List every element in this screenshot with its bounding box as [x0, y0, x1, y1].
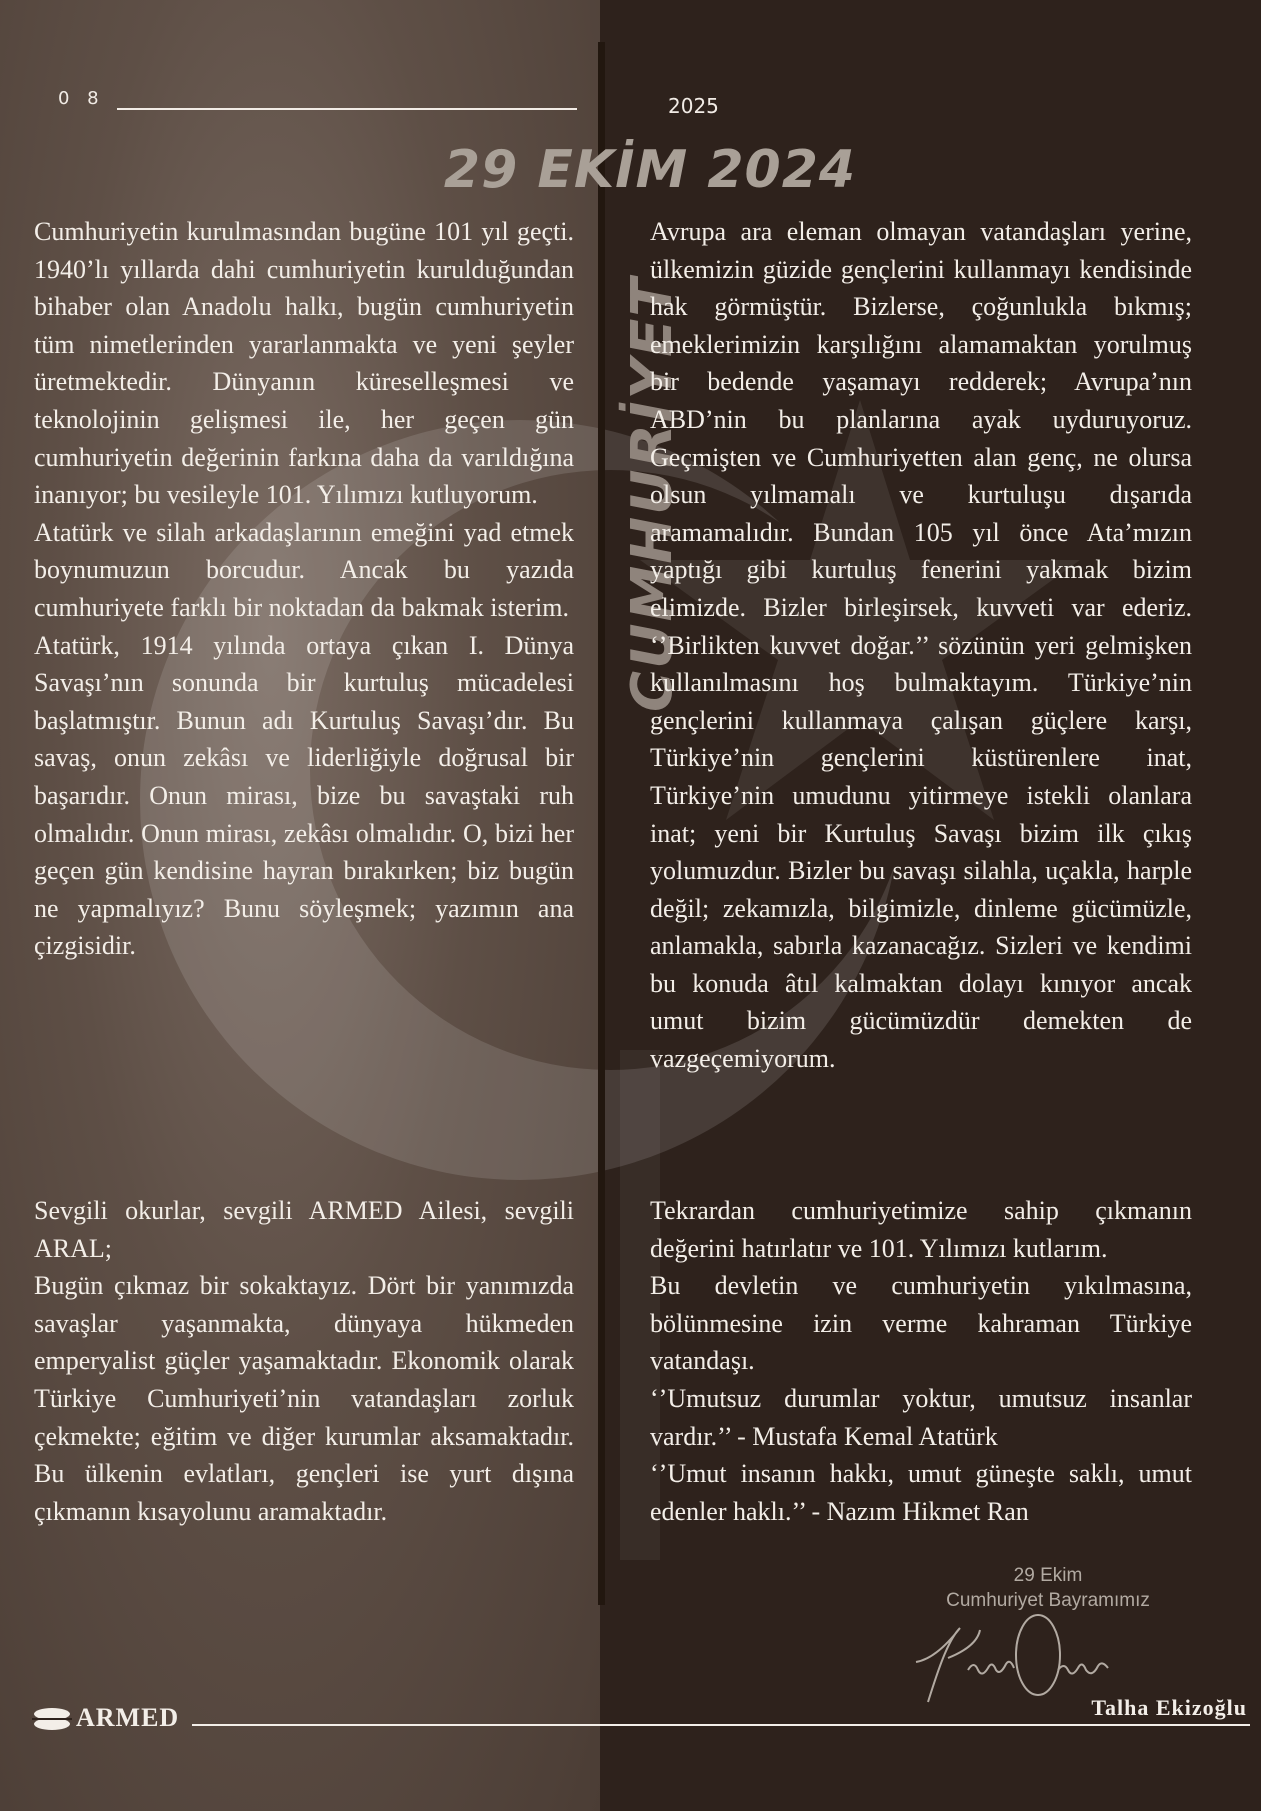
paragraph: Bugün çıkmaz bir sokaktayız. Dört bir yanımızda savaşlar yaşanmakta, dünyaya hükmeden emperyalist güçler yaşamaktadır. Ekonomik olarak Türkiye Cumhuriyeti’nin vatandaşları zorluk çekmekte; eğitim ve diğer kurumlar aksamaktadır. Bu ülkenin evlatları, gençleri ise yurt dışına çıkmanın kısayolunu aramaktadır. [34, 1271, 574, 1526]
greeting-line: 29 Ekim [1013, 1565, 1083, 1586]
greeting-block [908, 1563, 1188, 1613]
paragraph: Atatürk ve silah arkadaşlarının emeğini yad etmek boynumuzun borcudur. Ancak bu yazıda cumhuriyete farklı bir noktadan da bakmak isterim. [34, 517, 574, 622]
header-rule [117, 108, 577, 110]
armed-logo-icon [32, 1706, 72, 1734]
center-divider [598, 42, 605, 1605]
paragraph: ‘’Umut insanın hakkı, umut güneşte saklı, umut edenler haklı.’’ - Nazım Hikmet Ran [650, 1459, 1192, 1526]
paragraph: Sevgili okurlar, sevgili ARMED Ailesi, sevgili ARAL; [34, 1196, 574, 1263]
footer-rule [192, 1724, 1250, 1726]
paragraph: Avrupa ara eleman olmayan vatandaşları yerine, ülkemizin güzide gençlerini kullanmayı kendisinde hak görmüştür. Bizlerse, çoğunlukla bıkmış; emeklerimizin karşılığını alamamaktan yorulmuş bir bedende yaşamayı redderek; Avrupa’nın ABD’nin bu planlarına ayak uyduruyoruz. Geçmişten ve Cumhuriyetten alan genç, ne olursa olsun yılmamalı ve kurtuluşu dışarıda aramamalıdır. Bundan 105 yıl önce Ata’mızın yaptığı gibi kurtuluş fenerini yakmak bizim elimizde. Bizler birleşirsek, kuvveti var ederiz. ‘’Birlikten kuvvet doğar.’’ sözünün yeri gelmişken kullanılmasını hoş bulmaktayım. Türkiye’nin gençlerini kullanmaya çalışan güçlere karşı, Türkiye’nin gençlerini küstürenlere inat, Türkiye’nin umudunu yitirmeye istekli olanlara inat; yeni bir Kurtuluş Savaşı bizim ilk çıkış yolumuzdur. Bizler bu savaşı silahla, uçakla, harple değil; zekamızla, bilgimizle, dinleme gücümüzle, anlamakla, sabırla kazanacağız. Sizleri ve kendimi bu konuda âtıl kalmaktan dolayı kınıyor ancak umut bizim gücümüzdür demekten de vazgeçemiyorum. [650, 217, 1192, 1074]
date-title: 29 EKİM 2024 [443, 140, 857, 200]
right-column-bottom [650, 1192, 1192, 1530]
greeting-line: Cumhuriyet Bayramımız [946, 1590, 1150, 1611]
paragraph: Bu devletin ve cumhuriyetin yıkılmasına, bölünmesine izin verme kahraman Türkiye vatandaşı. [650, 1271, 1192, 1376]
vertical-title: CUMHURİYET [620, 276, 685, 712]
page-number: 0 8 [58, 88, 105, 109]
logo-text: ARMED [76, 1703, 180, 1732]
author-name: Talha Ekizoğlu [1091, 1695, 1247, 1720]
paragraph: Cumhuriyetin kurulmasından bugüne 101 yıl geçti. 1940’lı yıllarda dahi cumhuriyetin kurulduğundan bihaber olan Anadolu halkı, bugün cumhuriyetin tüm nimetlerinden yararlanmakta ve yeni şeyler üretmektedir. Dünyanın küreselleşmesi ve teknolojinin gelişmesi ile, her geçen gün cumhuriyetin değerinin farkına daha da varıldığına inanıyor; bu vesileyle 101. Yılımızı kutluyorum. [34, 217, 574, 510]
paragraph: Tekrardan cumhuriyetimize sahip çıkmanın değerini hatırlatır ve 101. Yılımızı kutlarım. [650, 1196, 1192, 1263]
left-column-bottom [34, 1192, 574, 1530]
left-column-top [34, 213, 574, 965]
paragraph: ‘’Umutsuz durumlar yoktur, umutsuz insanlar vardır.’’ - Mustafa Kemal Atatürk [650, 1383, 1192, 1451]
right-column-top [650, 213, 1192, 1078]
paragraph: Atatürk, 1914 yılında ortaya çıkan I. Dünya Savaşı’nın sonunda bir kurtuluş mücadelesi başlatmıştır. Bunun adı Kurtuluş Savaşı’dır. Bu savaş, onun zekâsı ve liderliğiyle doğrusal bir başarıdır. Onun mirası, bize bu savaştaki ruh olmalıdır. Onun mirası, zekâsı olmalıdır. O, bizi her geçen gün kendisine hayran bırakırken; biz bugün ne yapmalıyız? Bunu söyleşmek; yazımın ana çizgisidir. [34, 630, 574, 961]
year-label: 2025 [668, 94, 719, 118]
